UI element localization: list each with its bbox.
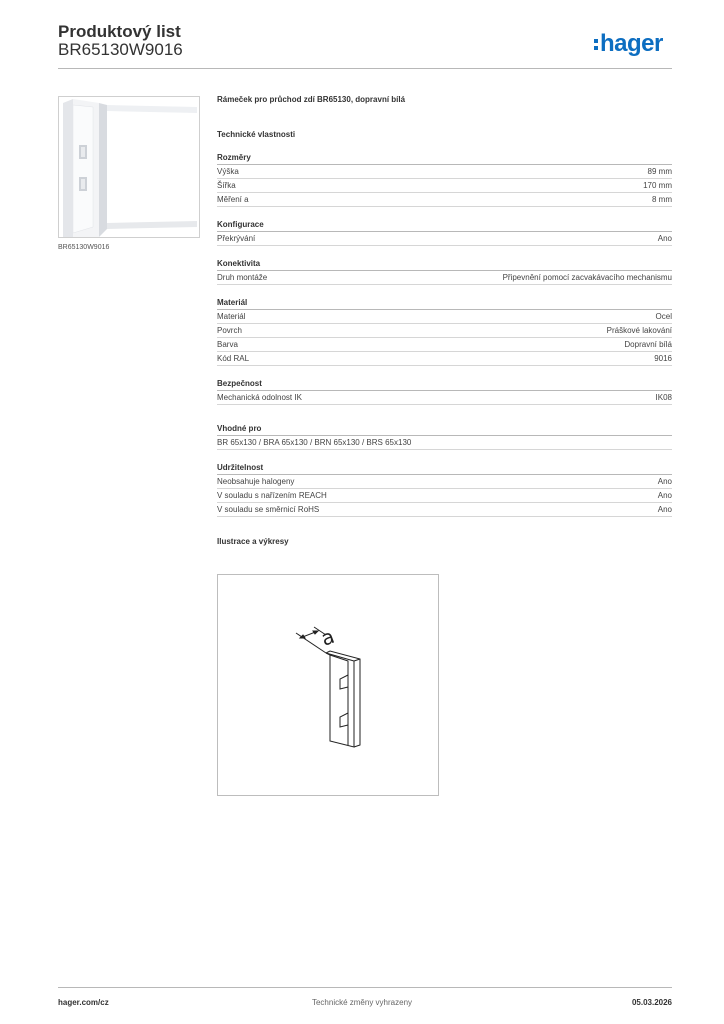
spec-label: Šířka (217, 181, 236, 190)
spec-value: Dopravní bílá (624, 340, 672, 349)
section-connectivity (217, 258, 672, 285)
page-title: Produktový list (58, 22, 181, 41)
spec-row (217, 352, 672, 366)
spec-row (217, 165, 672, 179)
spec-row (217, 271, 672, 285)
technical-drawing[interactable] (217, 574, 439, 796)
section-title: Bezpečnost (217, 378, 672, 391)
spec-label: Výška (217, 167, 239, 176)
spec-label: Druh montáže (217, 273, 268, 282)
product-code: BR65130W9016 (58, 40, 183, 59)
section-dimensions (217, 152, 672, 207)
footer-website-link[interactable]: hager.com/cz (58, 998, 109, 1007)
dimension-label-a: a (317, 623, 338, 651)
spec-label: Materiál (217, 312, 246, 321)
spec-row (217, 310, 672, 324)
hager-logo[interactable] (594, 30, 663, 58)
spec-value: Ano (657, 234, 672, 243)
section-suitable-for (217, 423, 672, 450)
spec-row (217, 338, 672, 352)
spec-row (217, 232, 672, 246)
spec-label: V souladu se směrnicí RoHS (217, 505, 320, 514)
footer-divider (58, 987, 672, 988)
spec-value: 8 mm (652, 195, 672, 204)
product-thumbnail[interactable] (58, 96, 200, 238)
section-safety (217, 378, 672, 405)
spec-label: Měření a (217, 195, 249, 204)
spec-row (217, 193, 672, 207)
spec-label: Neobsahuje halogeny (217, 477, 295, 486)
spec-row (217, 436, 672, 450)
spec-row (217, 179, 672, 193)
spec-label: Povrch (217, 326, 242, 335)
section-title: Udržitelnost (217, 462, 672, 475)
footer-date: 05.03.2026 (631, 998, 672, 1007)
section-configuration (217, 219, 672, 246)
product-name: Rámeček pro průchod zdí BR65130, dopravní bílá (217, 95, 406, 104)
spec-label: BR 65x130 / BRA 65x130 / BRN 65x130 / BRS 65x130 (217, 438, 412, 447)
logo-text: hager (600, 30, 663, 57)
frame-product-image (59, 97, 199, 237)
spec-value: Ano (657, 477, 672, 486)
footer-notice: Technické změny vyhrazeny (311, 998, 413, 1007)
section-title: Vhodné pro (217, 423, 672, 436)
product-details (217, 95, 672, 546)
section-sustainability (217, 462, 672, 517)
spec-value: 9016 (654, 354, 672, 363)
spec-value: IK08 (655, 393, 672, 402)
spec-value: 170 mm (643, 181, 672, 190)
spec-value: 89 mm (647, 167, 672, 176)
illustrations-heading: Ilustrace a výkresy (217, 537, 289, 546)
spec-row (217, 324, 672, 338)
spec-row (217, 503, 672, 517)
section-title: Konektivita (217, 258, 672, 271)
spec-value: Připevnění pomocí zacvakávacího mechanismu (502, 273, 672, 282)
spec-row (217, 391, 672, 405)
spec-label: Překrývání (217, 234, 256, 243)
spec-label: V souladu s nařízením REACH (217, 491, 327, 500)
spec-row (217, 475, 672, 489)
header-divider (58, 68, 672, 69)
thumbnail-caption: BR65130W9016 (58, 244, 110, 251)
spec-label: Barva (217, 340, 238, 349)
section-material (217, 297, 672, 366)
spec-value: Ano (657, 505, 672, 514)
spec-value: Práškové lakování (606, 326, 672, 335)
logo-dots-icon (594, 36, 598, 53)
section-title: Konfigurace (217, 219, 672, 232)
dimension-drawing (218, 575, 438, 795)
section-title: Rozměry (217, 152, 672, 165)
technical-properties-heading: Technické vlastnosti (217, 130, 296, 139)
spec-value: Ano (657, 491, 672, 500)
spec-value: Ocel (655, 312, 672, 321)
spec-label: Mechanická odolnost IK (217, 393, 302, 402)
spec-label: Kód RAL (217, 354, 250, 363)
spec-row (217, 489, 672, 503)
section-title: Materiál (217, 297, 672, 310)
